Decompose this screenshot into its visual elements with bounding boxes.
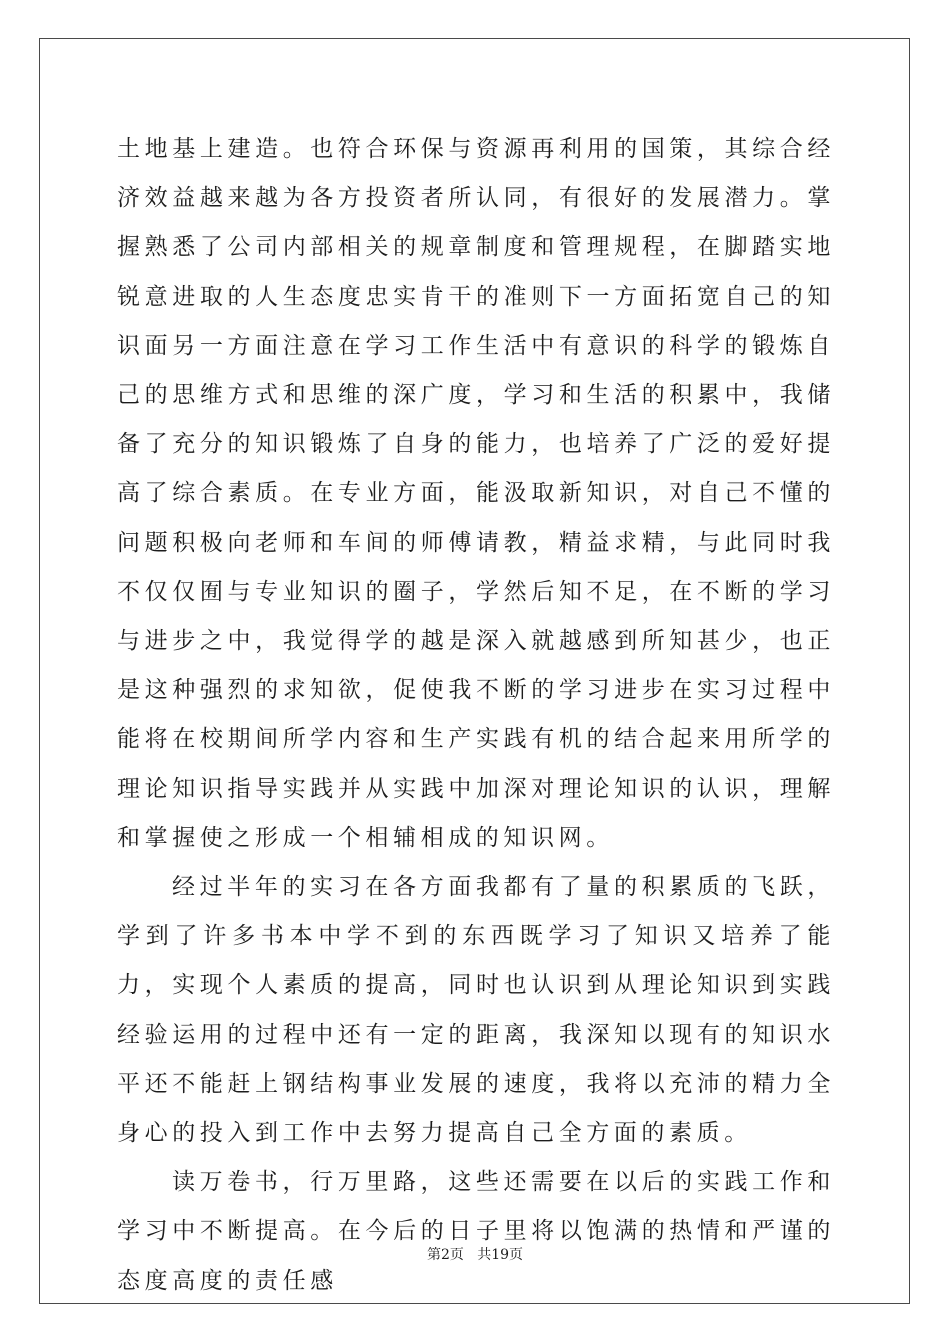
paragraph-2: 经过半年的实习在各方面我都有了量的积累质的飞跃，学到了许多书本中学不到的东西既学习了知识又培养了能力，实现个人素质的提高，同时也认识到从理论知识到实践经验运用的过程中还有一定的距离，我深知以现有的知识水平还不能赶上钢结构事业发展的速度，我将以充沛的精力全身心的投入到工作中去努力提高自己全方面的素质。 [117,874,835,1147]
page-number-footer: 第2页 共19页 [426,1247,524,1263]
document-body [117,125,835,1306]
paragraph-1: 土地基上建造。也符合环保与资源再利用的国策，其综合经济效益越来越为各方投资者所认同，有很好的发展潜力。掌握熟悉了公司内部相关的规章制度和管理规程，在脚踏实地锐意进取的人生态度忠实肯干的准则下一方面拓宽自己的知识面另一方面注意在学习工作生活中有意识的科学的锻炼自己的思维方式和思维的深广度，学习和生活的积累中，我储备了充分的知识锻炼了自身的能力，也培养了广泛的爱好提高了综合素质。在专业方面，能汲取新知识，对自己不懂的问题积极向老师和车间的师傅请教，精益求精，与此同时我不仅仅囿与专业知识的圈子，学然后知不足，在不断的学习与进步之中，我觉得学的越是深入就越感到所知甚少，也正是这种强烈的求知欲，促使我不断的学习进步在实习过程中能将在校期间所学内容和生产实践有机的结合起来用所学的理论知识指导实践并从实践中加深对理论知识的认识，理解和掌握使之形成一个相辅相成的知识网。 [117,136,835,851]
paragraph-3: 读万卷书，行万里路，这些还需要在以后的实践工作和学习中不断提高。在今后的日子里将以饱满的热情和严谨的态度高度的责任感 [117,1169,835,1294]
